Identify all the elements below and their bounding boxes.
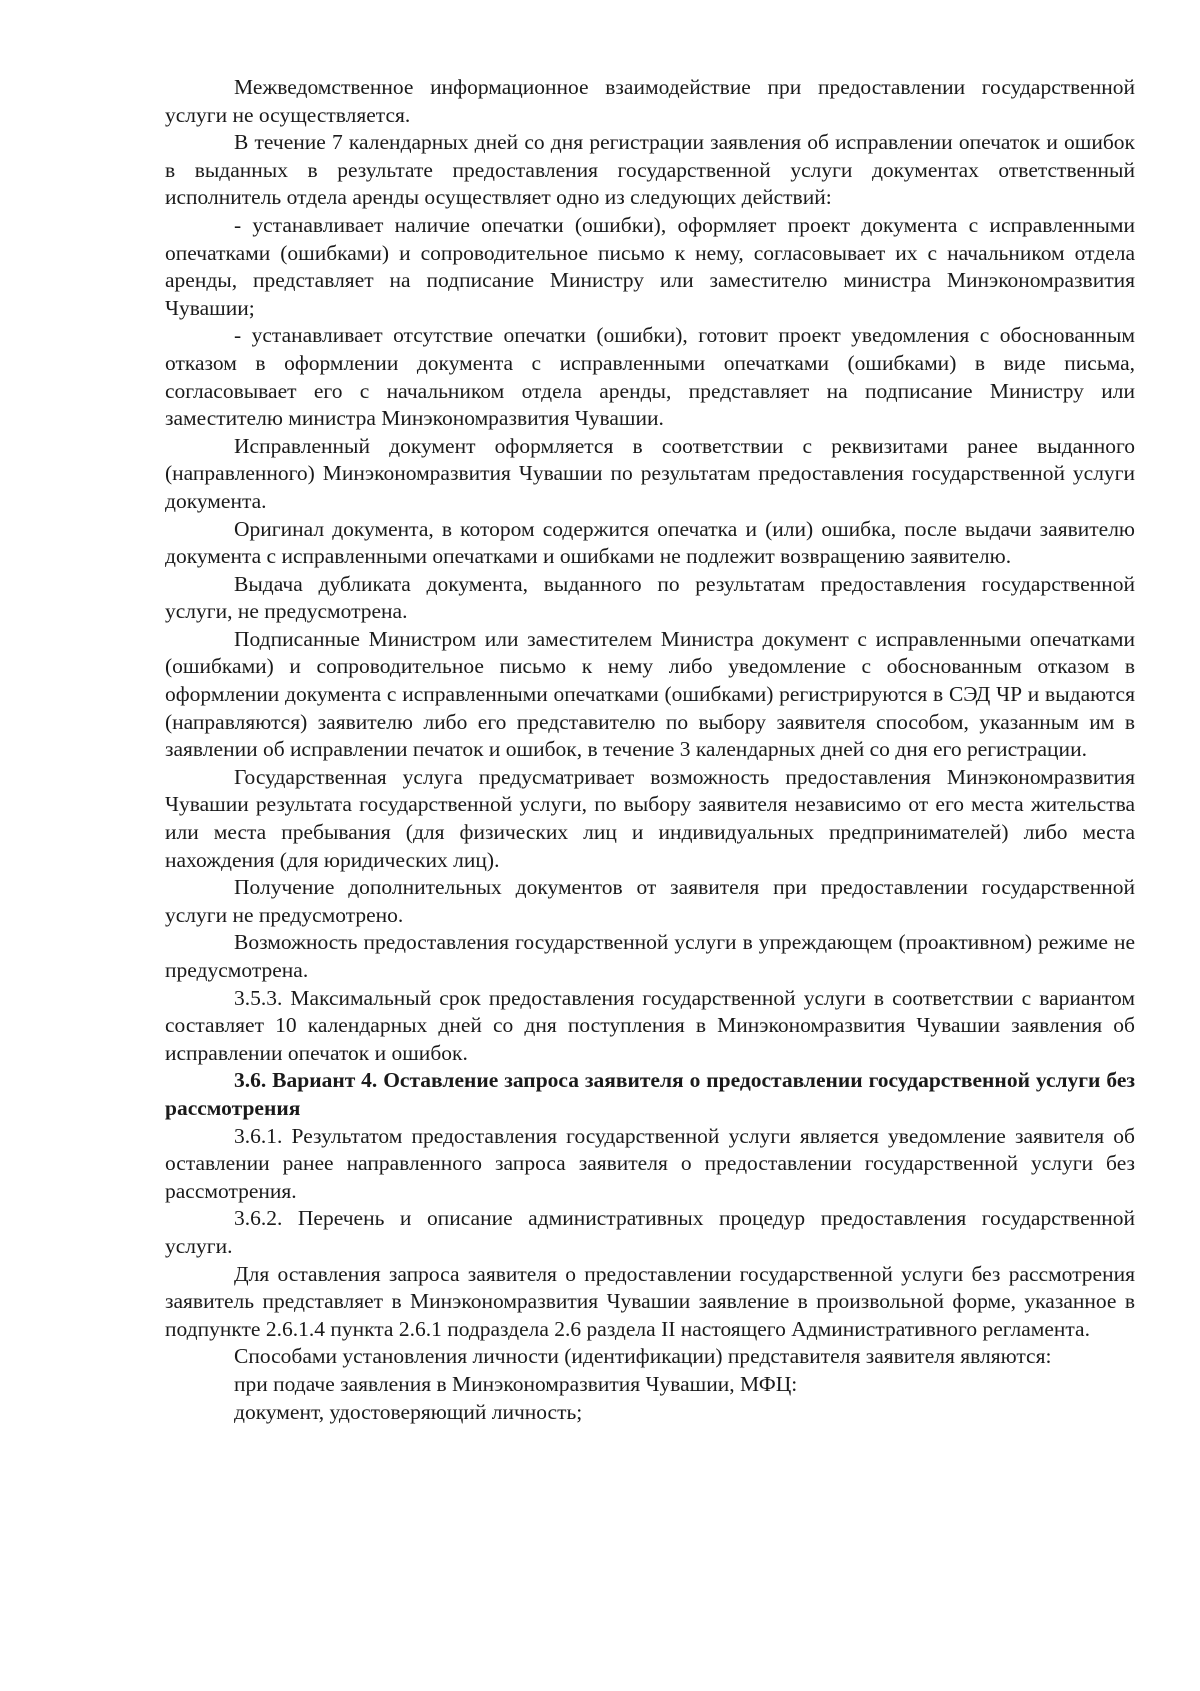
paragraph: - устанавливает наличие опечатки (ошибки), оформляет проект документа с исправленными опечатками (ошибками) и сопроводительное письмо к нему, согласовывает их с начальником отдела аренды, представляет на подписание Министру или заместителю министра Минэкономразвития Чувашии; bbox=[165, 212, 1135, 320]
section-heading: 3.6. Вариант 4. Оставление запроса заявителя о предоставлении государственной услуги без рассмотрения bbox=[165, 1068, 1135, 1120]
paragraph: 3.5.3. Максимальный срок предоставления государственной услуги в соответствии с вариантом составляет 10 календарных дней со дня поступления в Минэкономразвития Чувашии заявления об исправлении опечаток и ошибок. bbox=[165, 985, 1135, 1065]
paragraph: Межведомственное информационное взаимодействие при предоставлении государственной услуги не осуществляется. bbox=[165, 75, 1135, 127]
paragraph: - устанавливает отсутствие опечатки (ошибки), готовит проект уведомления с обоснованным отказом в оформлении документа с исправленными опечатками (ошибками) в виде письма, согласовывает его с начальником отдела аренды, представляет на подписание Министру или заместителю министра Минэкономразвития Чувашии. bbox=[165, 323, 1135, 431]
paragraph: Оригинал документа, в котором содержится опечатка и (или) ошибка, после выдачи заявителю документа с исправленными опечатками и ошибками не подлежит возвращению заявителю. bbox=[165, 516, 1135, 569]
paragraph: 3.6.1. Результатом предоставления государственной услуги является уведомление заявителя об оставлении ранее направленного запроса заявителя о предоставлении государственной услуги без рассмотрения. bbox=[165, 1123, 1135, 1203]
paragraph: при подаче заявления в Минэкономразвития Чувашии, МФЦ: bbox=[234, 1371, 798, 1396]
document-page bbox=[165, 74, 1135, 1426]
paragraph: Для оставления запроса заявителя о предоставлении государственной услуги без рассмотрения заявитель представляет в Минэкономразвития Чувашии заявление в произвольной форме, указанное в подпункте 2.6.1.4 пункта 2.6.1 подраздела 2.6 раздела II настоящего Административного регламента. bbox=[165, 1261, 1135, 1341]
paragraph: 3.6.2. Перечень и описание административных процедур предоставления государственной услуги. bbox=[165, 1206, 1135, 1258]
paragraph: В течение 7 календарных дней со дня регистрации заявления об исправлении опечаток и ошибок в выданных в результате предоставления государственной услуги документах ответственный исполнитель отдела аренды осуществляет одно из следующих действий: bbox=[165, 130, 1135, 210]
paragraph: Получение дополнительных документов от заявителя при предоставлении государственной услуги не предусмотрено. bbox=[165, 875, 1135, 927]
paragraph: Подписанные Министром или заместителем Министра документ с исправленными опечатками (ошибками) и сопроводительное письмо к нему либо уведомление с обоснованным отказом в оформлении документа с исправленными опечатками (ошибками) регистрируются в СЭД ЧР и выдаются (направляются) заявителю либо его представителю по выбору заявителя способом, указанным им в заявлении об исправлении печаток и ошибок, в течение 3 календарных дней со дня его регистрации. bbox=[165, 626, 1135, 762]
paragraph: Государственная услуга предусматривает возможность предоставления Минэкономразвития Чувашии результата государственной услуги, по выбору заявителя независимо от его места жительства или места пребывания (для физических лиц и индивидуальных предпринимателей) либо места нахождения (для юридических лиц). bbox=[165, 764, 1135, 872]
paragraph: документ, удостоверяющий личность; bbox=[234, 1399, 583, 1424]
paragraph: Исправленный документ оформляется в соответствии с реквизитами ранее выданного (направленного) Минэкономразвития Чувашии по результатам предоставления государственной услуги документа. bbox=[165, 433, 1135, 513]
paragraph: Возможность предоставления государственной услуги в упреждающем (проактивном) режиме не предусмотрена. bbox=[165, 930, 1135, 982]
paragraph: Выдача дубликата документа, выданного по результатам предоставления государственной услуги, не предусмотрена. bbox=[165, 571, 1135, 624]
paragraph: Способами установления личности (идентификации) представителя заявителя являются: bbox=[234, 1344, 1052, 1369]
